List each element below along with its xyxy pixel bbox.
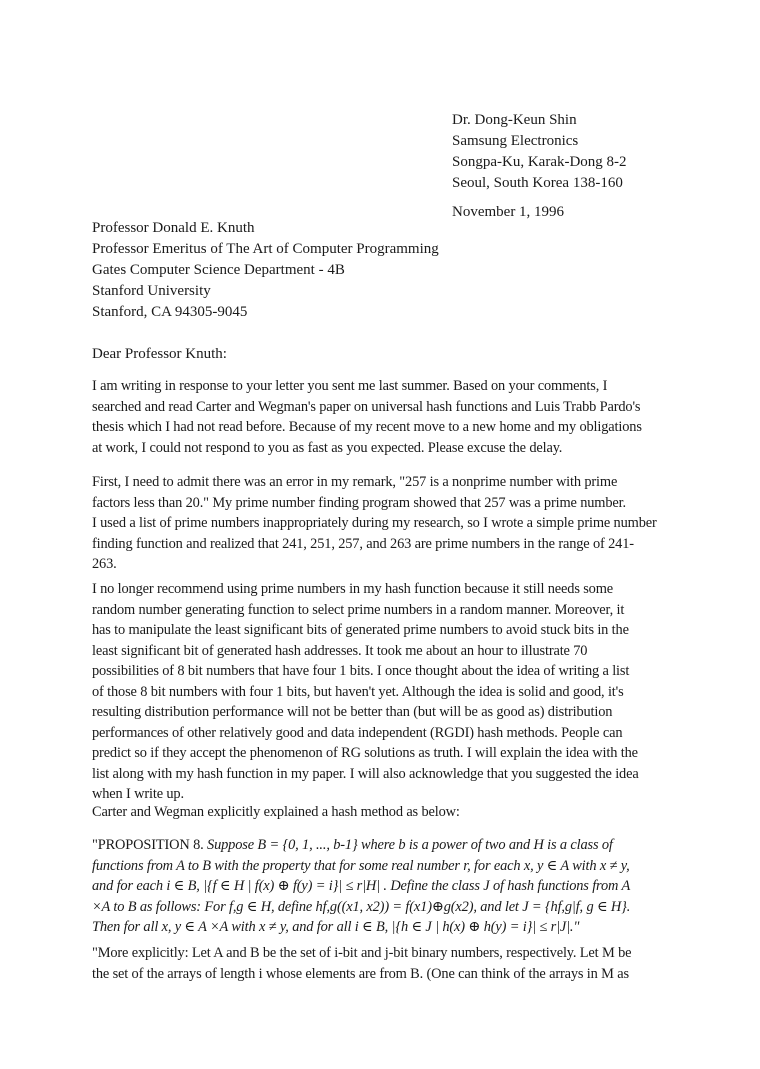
- paragraph-line: I am writing in response to your letter you sent me last summer. Based on your comments, I: [92, 378, 608, 394]
- paragraph-line: [92, 835, 672, 856]
- recipient-university: Stanford University: [92, 283, 211, 299]
- paragraph-line: random number generating function to select prime numbers in a random manner. Moreover, it: [92, 601, 625, 618]
- proposition-quote: [92, 835, 672, 938]
- paragraph-line: performances of other relatively good and data independent (RGDI) hash methods. People can: [92, 724, 623, 741]
- paragraph-line: least significant bit of generated hash addresses. It took me about an hour to illustrate 70: [92, 642, 588, 659]
- recipient-department: Gates Computer Science Department - 4B: [92, 262, 345, 278]
- paragraph-line: when I write up.: [92, 786, 184, 802]
- paragraph-line: I no longer recommend using prime numbers in my hash function because it still needs some: [92, 581, 613, 597]
- paragraph-line: and for each i ∈ B, |{f ∈ H | f(x) ⊕ f(y) = i}| ≤ r|H| . Define the class J of hash functions from A: [92, 878, 631, 894]
- paragraph-line: has to manipulate the least significant bits of generated prime numbers to avoid stuck bits in the: [92, 622, 629, 638]
- paragraph-line: First, I need to admit there was an error in my remark, "257 is a nonprime number with prime: [92, 474, 618, 490]
- recipient-title: Professor Emeritus of The Art of Computer Programming: [92, 241, 439, 257]
- paragraph-line: factors less than 20." My prime number finding program showed that 257 was a prime number.: [92, 494, 626, 511]
- paragraph-line: functions from A to B with the property that for some real number r, for each x, y ∈ A with x ≠ y,: [92, 857, 630, 874]
- paragraph-line: finding function and realized that 241, 251, 257, and 263 are prime numbers in the range of 241-: [92, 535, 634, 552]
- paragraph-line: 263.: [92, 556, 117, 572]
- paragraph-4: [92, 802, 672, 823]
- salutation: Dear Professor Knuth:: [92, 346, 227, 362]
- paragraph-3: [92, 579, 672, 805]
- sender-name: Dr. Dong-Keun Shin: [452, 112, 577, 128]
- paragraph-line: "More explicitly: Let A and B be the set of i-bit and j-bit binary numbers, respectively. Let M be: [92, 945, 632, 961]
- paragraph-1: [92, 376, 672, 458]
- paragraph-line: possibilities of 8 bit numbers that have four 1 bits. I once thought about the idea of writing a list: [92, 663, 630, 679]
- letter-date: November 1, 1996: [452, 204, 565, 220]
- paragraph-line: Carter and Wegman explicitly explained a hash method as below:: [92, 804, 460, 820]
- paragraph-line: of those 8 bit numbers with four 1 bits, but haven't yet. Although the idea is solid and good, it's: [92, 683, 624, 700]
- paragraph-line: the set of the arrays of length i whose elements are from B. (One can think of the arrays in M as: [92, 965, 629, 982]
- paragraph-line: Then for all x, y ∈ A ×A with x ≠ y, and for all i ∈ B, |{h ∈ J | h(x) ⊕ h(y) = i}| ≤ r|J|.": [92, 919, 580, 935]
- recipient-name: Professor Donald E. Knuth: [92, 220, 255, 236]
- paragraph-line: resulting distribution performance will not be better than (but will be as good as) distribution: [92, 704, 613, 720]
- paragraph-6: [92, 943, 672, 984]
- paragraph-line: ×A to B as follows: For f,g ∈ H, define hf,g((x1, x2)) = f(x1)⊕g(x2), and let J = {hf,g|f, g ∈ H}.: [92, 898, 631, 915]
- sender-city: Seoul, South Korea 138-160: [452, 175, 623, 191]
- paragraph-line: searched and read Carter and Wegman's paper on universal hash functions and Luis Trabb Pardo's: [92, 398, 641, 415]
- paragraph-line: thesis which I had not read before. Because of my recent move to a new home and my obligations: [92, 419, 642, 435]
- paragraph-line: predict so if they accept the phenomenon of RG solutions as truth. I will explain the idea with the: [92, 745, 638, 761]
- sender-company: Samsung Electronics: [452, 133, 579, 149]
- paragraph-line: I used a list of prime numbers inappropriately during my research, so I wrote a simple prime number: [92, 515, 657, 531]
- proposition-text: Suppose B = {0, 1, ..., b-1} where b is a power of two and H is a class of: [203, 837, 613, 853]
- recipient-city: Stanford, CA 94305-9045: [92, 304, 248, 320]
- sender-street: Songpa-Ku, Karak-Dong 8-2: [452, 154, 627, 170]
- paragraph-line: list along with my hash function in my paper. I will also acknowledge that you suggested the idea: [92, 765, 639, 782]
- sender-address: [452, 110, 627, 194]
- paragraph-2: [92, 472, 672, 575]
- paragraph-line: at work, I could not respond to you as fast as you expected. Please excuse the delay.: [92, 439, 563, 456]
- proposition-label: "PROPOSITION 8.: [92, 837, 204, 853]
- recipient-address: [92, 218, 439, 323]
